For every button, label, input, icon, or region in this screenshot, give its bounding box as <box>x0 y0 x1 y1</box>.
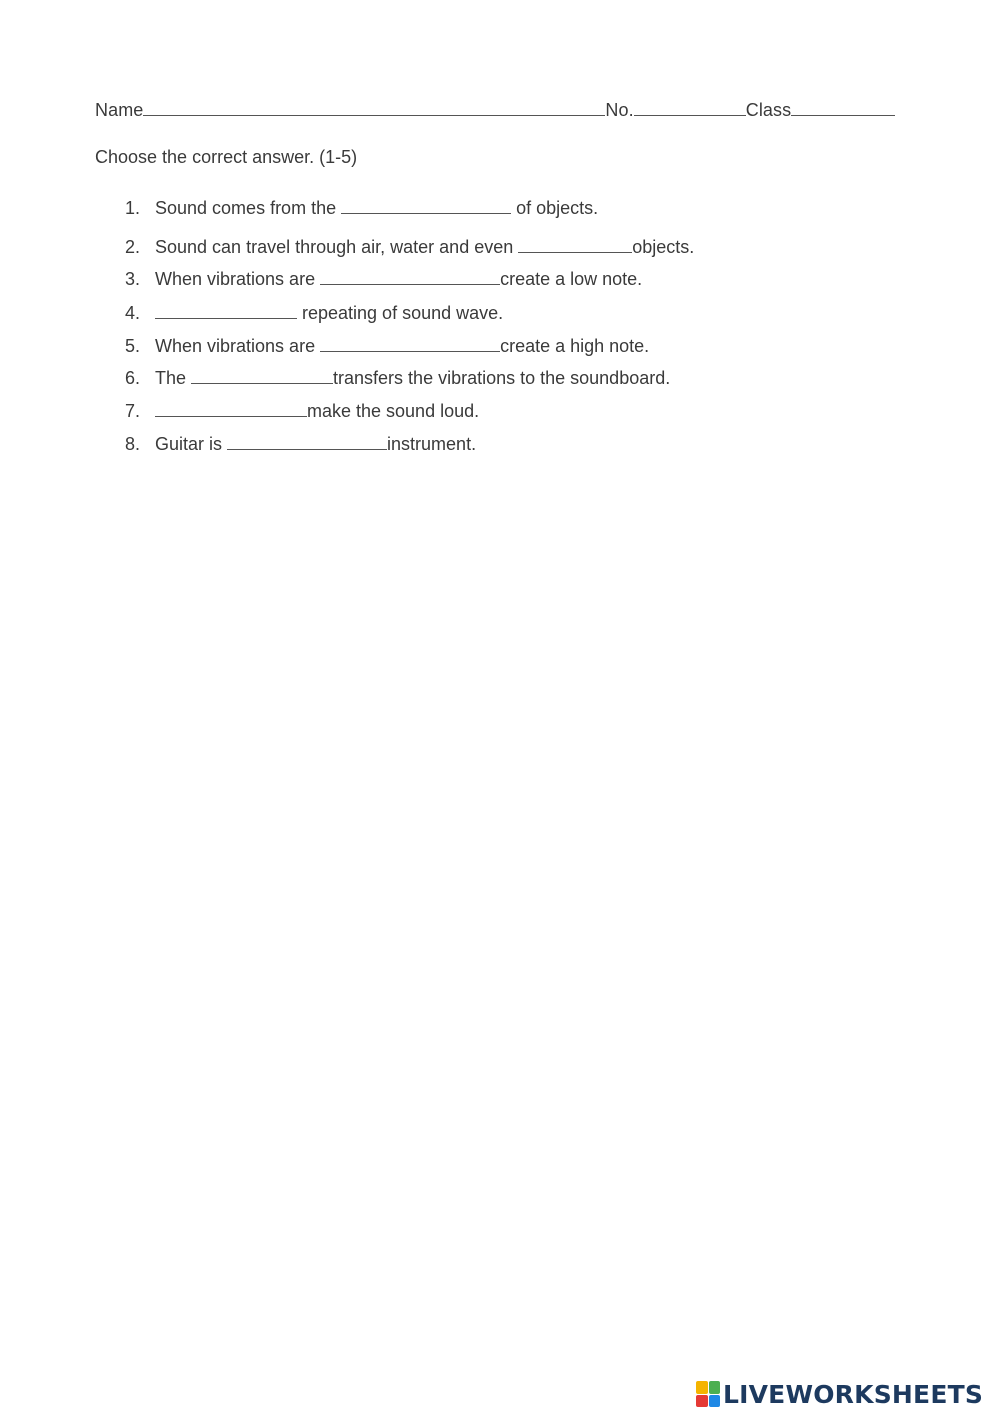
name-label: Name <box>95 100 144 120</box>
logo-mark-icon <box>696 1381 720 1407</box>
question-text-after: make the sound loud. <box>307 401 480 421</box>
answer-blank-5[interactable] <box>320 337 500 352</box>
logo-square-blue <box>709 1395 721 1408</box>
answer-blank-7[interactable] <box>155 402 307 417</box>
class-blank[interactable] <box>791 101 895 116</box>
answer-blank-4[interactable] <box>155 304 297 319</box>
question-text-after: of objects. <box>511 198 599 218</box>
question-text-after: repeating of sound wave. <box>297 303 504 323</box>
liveworksheets-logo <box>696 1378 983 1410</box>
question-number: 7. <box>125 401 141 421</box>
student-info-line <box>95 100 895 121</box>
question-text-before: Guitar is <box>155 434 228 454</box>
question-7 <box>125 401 479 422</box>
question-text-before: The <box>155 368 192 388</box>
logo-square-red <box>696 1395 708 1408</box>
answer-blank-6[interactable] <box>191 369 333 384</box>
question-text-after: objects. <box>632 237 695 257</box>
question-6 <box>125 368 670 389</box>
class-label: Class <box>745 100 792 120</box>
answer-blank-8[interactable] <box>227 435 387 450</box>
answer-blank-3[interactable] <box>320 270 500 285</box>
question-1 <box>125 198 598 219</box>
question-number: 2. <box>125 237 141 257</box>
logo-square-green <box>709 1381 721 1394</box>
question-text-before: Sound comes from the <box>155 198 342 218</box>
instructions: Choose the correct answer. (1-5) <box>95 147 358 167</box>
question-4 <box>125 303 503 324</box>
question-number: 5. <box>125 336 141 356</box>
number-blank[interactable] <box>634 101 746 116</box>
answer-blank-1[interactable] <box>341 199 511 214</box>
question-5 <box>125 336 649 357</box>
question-2 <box>125 237 694 258</box>
question-number: 1. <box>125 198 141 218</box>
question-8 <box>125 434 476 455</box>
question-text-after: transfers the vibrations to the soundboard. <box>333 368 671 388</box>
question-text-after: create a high note. <box>500 336 650 356</box>
question-number: 6. <box>125 368 141 388</box>
question-text-before: Sound can travel through air, water and even <box>155 237 519 257</box>
name-blank[interactable] <box>143 101 605 116</box>
number-label: No. <box>605 100 634 120</box>
question-text-before: When vibrations are <box>155 269 321 289</box>
question-number: 8. <box>125 434 141 454</box>
question-3 <box>125 269 642 290</box>
answer-blank-2[interactable] <box>518 238 632 253</box>
question-number: 3. <box>125 269 141 289</box>
logo-text: LIVEWORKSHEETS <box>723 1379 984 1409</box>
question-text-before: When vibrations are <box>155 336 321 356</box>
question-number: 4. <box>125 303 141 323</box>
logo-square-yellow <box>696 1381 708 1394</box>
question-text-after: instrument. <box>387 434 477 454</box>
question-text-after: create a low note. <box>500 269 643 289</box>
